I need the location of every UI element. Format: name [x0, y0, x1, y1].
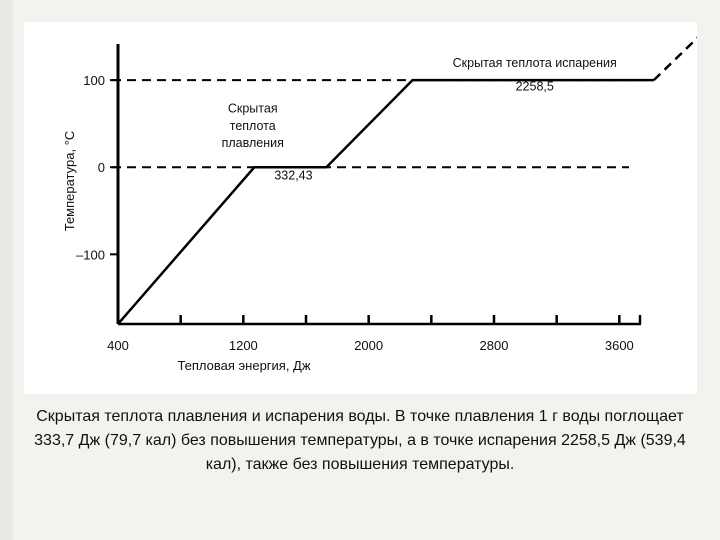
annotation-label: 2258,5 — [515, 79, 554, 94]
x-tick-label: 400 — [107, 338, 129, 353]
series-continuation — [654, 22, 697, 80]
chart-figure — [24, 22, 697, 394]
latent-heat-chart — [24, 22, 697, 394]
y-tick-label: 0 — [97, 160, 105, 176]
slide-left-edge — [0, 0, 13, 540]
series-line — [118, 80, 654, 324]
x-tick-label: 1200 — [228, 338, 258, 353]
annotation-label: 332,43 — [274, 168, 313, 183]
x-axis-title: Тепловая энергия, Дж — [177, 358, 311, 373]
axes — [118, 44, 641, 324]
annotation-label: плавления — [221, 136, 284, 151]
y-tick-label: –100 — [76, 247, 105, 263]
x-tick-label: 2000 — [354, 338, 384, 353]
annotation-label: Скрытая теплота испарения — [452, 56, 617, 71]
annotation-label: Скрытая — [227, 101, 278, 116]
annotation-label: теплота — [229, 118, 276, 133]
labels — [62, 56, 617, 373]
ticks — [76, 73, 640, 353]
x-tick-label: 2800 — [479, 338, 509, 353]
caption-text: Скрытая теплота плавления и испарения воды. В точке плавления 1 г воды поглощает 333,7 Дж (79,7 кал) без повышения температуры, а в точке испарения 2258,5 Дж (539,4 кал), также без повышения температуры. — [34, 408, 686, 473]
y-axis-title: Температура, °С — [62, 130, 77, 232]
y-tick-label: 100 — [83, 73, 105, 89]
x-tick-label: 3600 — [604, 338, 634, 353]
